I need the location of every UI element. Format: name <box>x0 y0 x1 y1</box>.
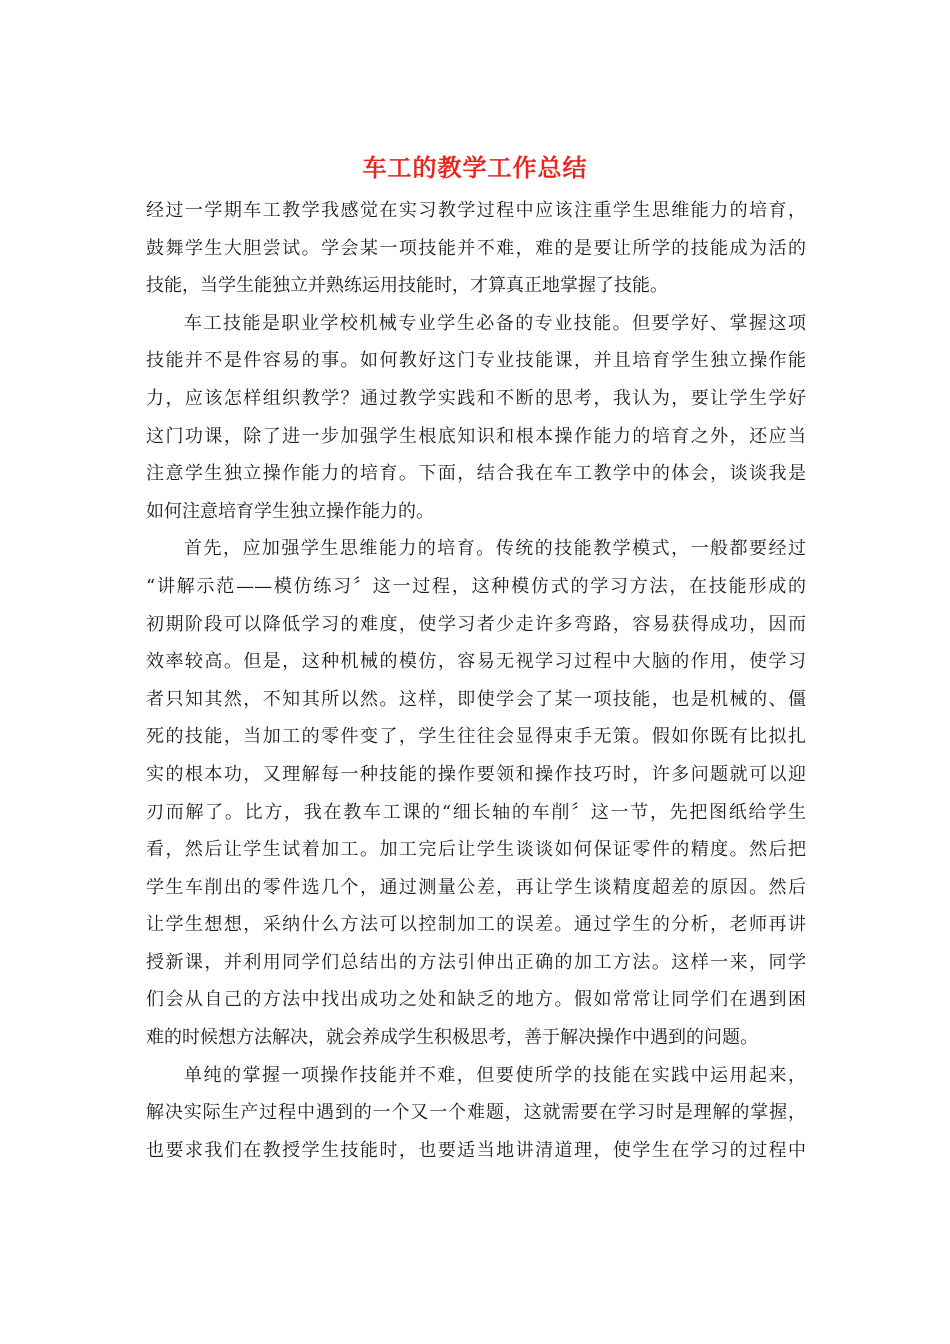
body-line: 授新课，并利用同学们总结出的方法引伸出正确的加工方法。这样一来，同学 <box>146 951 806 973</box>
body-line: 鼓舞学生大胆尝试。学会某一项技能并不难，难的是要让所学的技能成为活的 <box>146 237 806 259</box>
body-line: 力，应该怎样组织教学？通过教学实践和不断的思考，我认为，要让学生学好 <box>146 387 806 409</box>
body-line: 经过一学期车工教学我感觉在实习教学过程中应该注重学生思维能力的培育， <box>146 200 806 221</box>
body-line: 效率较高。但是，这种机械的模仿，容易无视学习过程中大脑的作用，使学习 <box>146 651 806 673</box>
body-line: 看，然后让学生试着加工。加工完后让学生谈谈如何保证零件的精度。然后把 <box>146 839 806 861</box>
body-line: 技能并不是件容易的事。如何教好这门专业技能课，并且培育学生独立操作能 <box>146 350 806 372</box>
body-line: 单纯的掌握一项操作技能并不难，但要使所学的技能在实践中运用起来， <box>184 1064 806 1086</box>
body-line: 学生车削出的零件选几个，通过测量公差，再让学生谈精度超差的原因。然后 <box>146 876 806 898</box>
body-line: 解决实际生产过程中遇到的一个又一个难题，这就需要在学习时是理解的掌握， <box>146 1102 806 1124</box>
body-line: 技能，当学生能独立并熟练运用技能时，才算真正地掌握了技能。 <box>146 275 668 297</box>
body-line: 者只知其然，不知其所以然。这样，即使学会了某一项技能，也是机械的、僵 <box>146 688 806 710</box>
body-line: 实的根本功，又理解每一种技能的操作要领和操作技巧时，许多问题就可以迎 <box>146 763 806 785</box>
body-line: 刃而解了。比方，我在教车工课的“细长轴的车削〞这一节，先把图纸给学生 <box>146 801 806 823</box>
body-line: 注意学生独立操作能力的培育。下面，结合我在车工教学中的体会，谈谈我是 <box>146 463 806 485</box>
document-body <box>146 192 806 1169</box>
body-line: 车工技能是职业学校机械专业学生必备的专业技能。但要学好、掌握这项 <box>184 312 806 334</box>
body-line: 让学生想想，采纳什么方法可以控制加工的误差。通过学生的分析，老师再讲 <box>146 914 806 936</box>
body-line: 死的技能，当加工的零件变了，学生往往会显得束手无策。假如你既有比拟扎 <box>146 726 806 748</box>
body-line: 们会从自己的方法中找出成功之处和缺乏的地方。假如常常让同学们在遇到困 <box>146 989 806 1011</box>
document-title: 车工的教学工作总结 <box>362 153 588 182</box>
body-line: 也要求我们在教授学生技能时，也要适当地讲清道理，使学生在学习的过程中 <box>146 1139 806 1161</box>
body-line: “讲解示范——模仿练习〞这一过程，这种模仿式的学习方法，在技能形成的 <box>146 575 806 597</box>
body-line: 如何注意培育学生独立操作能力的。 <box>146 500 434 522</box>
body-line: 首先，应加强学生思维能力的培育。传统的技能教学模式，一般都要经过 <box>184 538 806 560</box>
body-line: 初期阶段可以降低学习的难度，使学习者少走许多弯路，容易获得成功，因而 <box>146 613 806 635</box>
body-line: 这门功课，除了进一步加强学生根底知识和根本操作能力的培育之外，还应当 <box>146 425 806 447</box>
body-line: 难的时候想方法解决，就会养成学生积极思考，善于解决操作中遇到的问题。 <box>146 1027 758 1049</box>
